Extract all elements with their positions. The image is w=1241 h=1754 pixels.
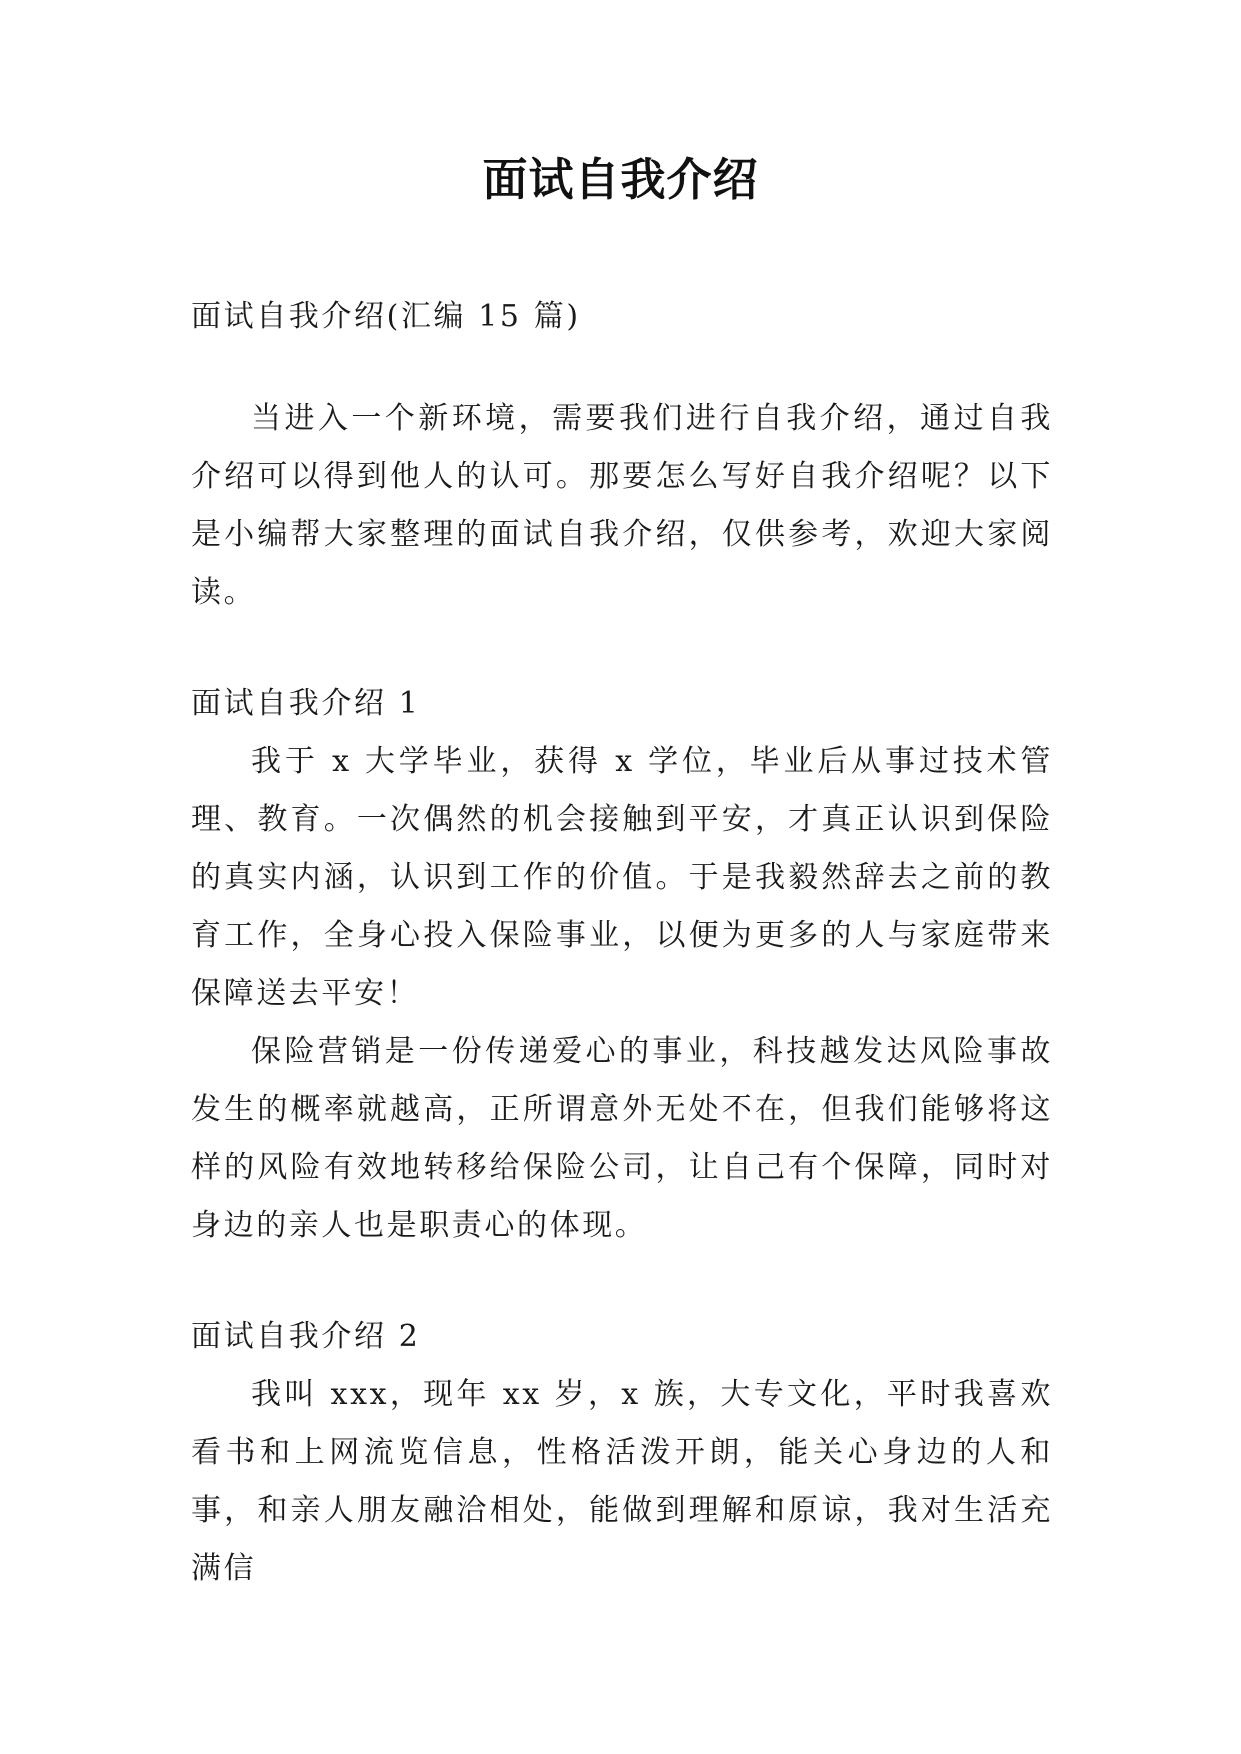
section-heading: 面试自我介绍 1	[191, 686, 421, 721]
document-body	[191, 288, 1053, 1598]
document-subtitle: 面试自我介绍(汇编 15 篇)	[191, 299, 581, 334]
section-heading: 面试自我介绍 2	[191, 1319, 421, 1354]
section-paragraph: 保险营销是一份传递爱心的事业，科技越发达风险事故发生的概率就越高，正所谓意外无处不在，但我们能够将这样的风险有效地转移给保险公司，让自己有个保障，同时对身边的亲人也是职责心的体现。	[191, 1034, 1053, 1243]
intro-paragraph: 当进入一个新环境，需要我们进行自我介绍，通过自我介绍可以得到他人的认可。那要怎么写好自我介绍呢？以下是小编帮大家整理的面试自我介绍，仅供参考，欢迎大家阅读。	[191, 401, 1053, 610]
spacer	[191, 622, 1053, 675]
section-paragraph: 我叫 xxx，现年 xx 岁，x 族，大专文化，平时我喜欢看书和上网流览信息，性格活泼开朗，能关心身边的人和事，和亲人朋友融洽相处，能做到理解和原谅，我对生活充满信	[191, 1377, 1053, 1586]
spacer	[191, 1255, 1053, 1308]
document-title: 面试自我介绍	[482, 153, 759, 206]
spacer	[191, 346, 1053, 390]
section-paragraph: 我于 x 大学毕业，获得 x 学位，毕业后从事过技术管理、教育。一次偶然的机会接触到平安，才真正认识到保险的真实内涵，认识到工作的价值。于是我毅然辞去之前的教育工作，全身心投入保险事业，以便为更多的人与家庭带来保障送去平安！	[191, 744, 1053, 1011]
